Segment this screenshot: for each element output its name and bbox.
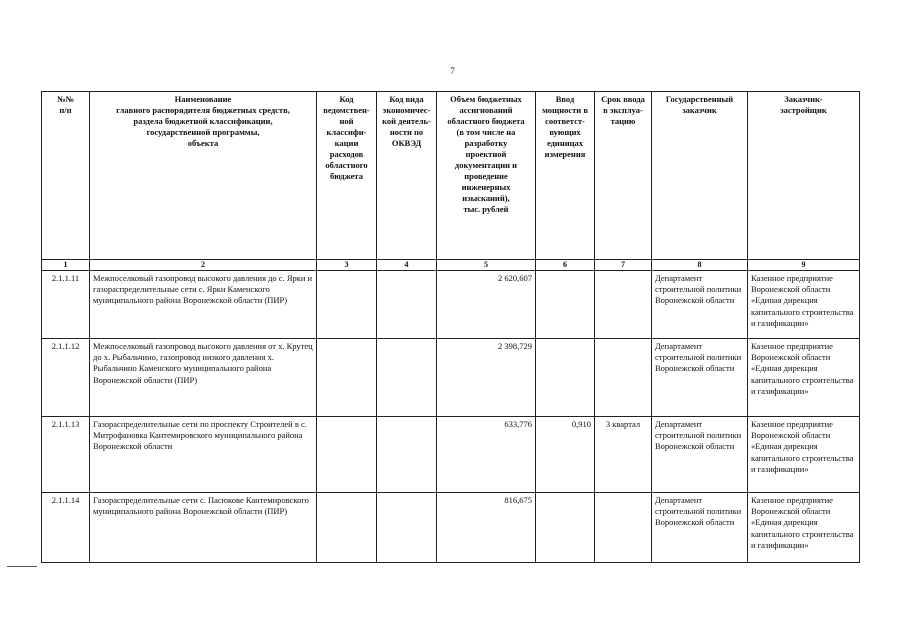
column-number: 4	[377, 260, 437, 271]
header-customer-text: Государственный заказчик	[665, 94, 734, 116]
table-row	[42, 417, 860, 493]
column-number: 2	[90, 260, 317, 271]
developer: Казенное предприятие Воронежской области «Единая дирекция капитального строительства и газификации»	[748, 417, 860, 493]
dept-code	[317, 417, 377, 493]
row-id: 2.1.1.12	[42, 339, 90, 417]
okved-code	[377, 417, 437, 493]
capacity	[536, 493, 595, 563]
commissioning-date: 3 квартал	[595, 417, 652, 493]
budget-volume: 2 398,729	[437, 339, 536, 417]
table-row	[42, 271, 860, 339]
header-cell-capacity	[536, 92, 595, 260]
capacity	[536, 339, 595, 417]
header-due-text: Срок ввода в эксплуа- тацию	[601, 94, 645, 127]
column-number: 1	[42, 260, 90, 271]
header-row	[42, 92, 860, 260]
margin-mark	[7, 566, 37, 567]
budget-volume: 2 620,607	[437, 271, 536, 339]
row-id: 2.1.1.14	[42, 493, 90, 563]
header-capacity-text: Ввод мощности в соответст- вующих единицах измерения	[542, 94, 588, 160]
object-name: Газораспределительные сети по проспекту Строителей в с. Митрофановка Кантемировского муниципального района Воронежской области	[90, 417, 317, 493]
budget-volume: 816,675	[437, 493, 536, 563]
capacity	[536, 271, 595, 339]
budget-volume: 633,776	[437, 417, 536, 493]
object-name: Межпоселковый газопровод высокого давления до с. Ярки и газораспределительные сети с. Ярки Каменского муниципального района Воронежской области (ПИР)	[90, 271, 317, 339]
header-cell-customer	[652, 92, 748, 260]
table-row	[42, 339, 860, 417]
header-dept-code-text: Код ведомствен- ной классифи- кации расходов областного бюджета	[323, 94, 370, 182]
column-number: 8	[652, 260, 748, 271]
header-cell-okved	[377, 92, 437, 260]
dept-code	[317, 271, 377, 339]
header-cell-volume	[437, 92, 536, 260]
state-customer: Департамент строительной политики Воронежской области	[652, 339, 748, 417]
object-name: Газораспределительные сети с. Пасюкове Кантемировского муниципального района Воронежской области (ПИР)	[90, 493, 317, 563]
header-num-text: №№ п/п	[56, 94, 75, 116]
header-cell-name	[90, 92, 317, 260]
okved-code	[377, 339, 437, 417]
page-number: 7	[450, 66, 455, 76]
column-number-row	[42, 260, 860, 271]
object-name: Межпоселковый газопровод высокого давления от х. Крутец до х. Рыбальчино, газопровод низкого давления х. Рыбальчино Каменского муниципального района Воронежской области (ПИР)	[90, 339, 317, 417]
header-developer-text: Заказчик- застройщик	[780, 94, 827, 116]
header-cell-due	[595, 92, 652, 260]
developer: Казенное предприятие Воронежской области «Единая дирекция капитального строительства и газификации»	[748, 493, 860, 563]
okved-code	[377, 271, 437, 339]
commissioning-date	[595, 493, 652, 563]
dept-code	[317, 339, 377, 417]
column-number: 6	[536, 260, 595, 271]
header-okved-text: Код вида экономичес- кой деятель- ности по ОКВЭД	[382, 94, 431, 149]
commissioning-date	[595, 271, 652, 339]
row-id: 2.1.1.13	[42, 417, 90, 493]
budget-table	[41, 91, 860, 563]
commissioning-date	[595, 339, 652, 417]
state-customer: Департамент строительной политики Воронежской области	[652, 493, 748, 563]
column-number: 3	[317, 260, 377, 271]
okved-code	[377, 493, 437, 563]
developer: Казенное предприятие Воронежской области «Единая дирекция капитального строительства и газификации»	[748, 339, 860, 417]
table-row	[42, 493, 860, 563]
developer: Казенное предприятие Воронежской области «Единая дирекция капитального строительства и газификации»	[748, 271, 860, 339]
header-volume-text: Объем бюджетных ассигнований областного бюджета (в том числе на разработку проектной документации и проведение инженерных изысканий), тыс. рублей	[447, 94, 525, 215]
column-number: 5	[437, 260, 536, 271]
column-number: 7	[595, 260, 652, 271]
row-id: 2.1.1.11	[42, 271, 90, 339]
state-customer: Департамент строительной политики Воронежской области	[652, 417, 748, 493]
header-name-text: Наименование главного распорядителя бюджетных средств, раздела бюджетной классификации, государственной программы, объекта	[116, 94, 290, 149]
header-cell-developer	[748, 92, 860, 260]
dept-code	[317, 493, 377, 563]
header-cell-num	[42, 92, 90, 260]
capacity: 0,910	[536, 417, 595, 493]
column-number: 9	[748, 260, 860, 271]
header-cell-dept-code	[317, 92, 377, 260]
state-customer: Департамент строительной политики Воронежской области	[652, 271, 748, 339]
